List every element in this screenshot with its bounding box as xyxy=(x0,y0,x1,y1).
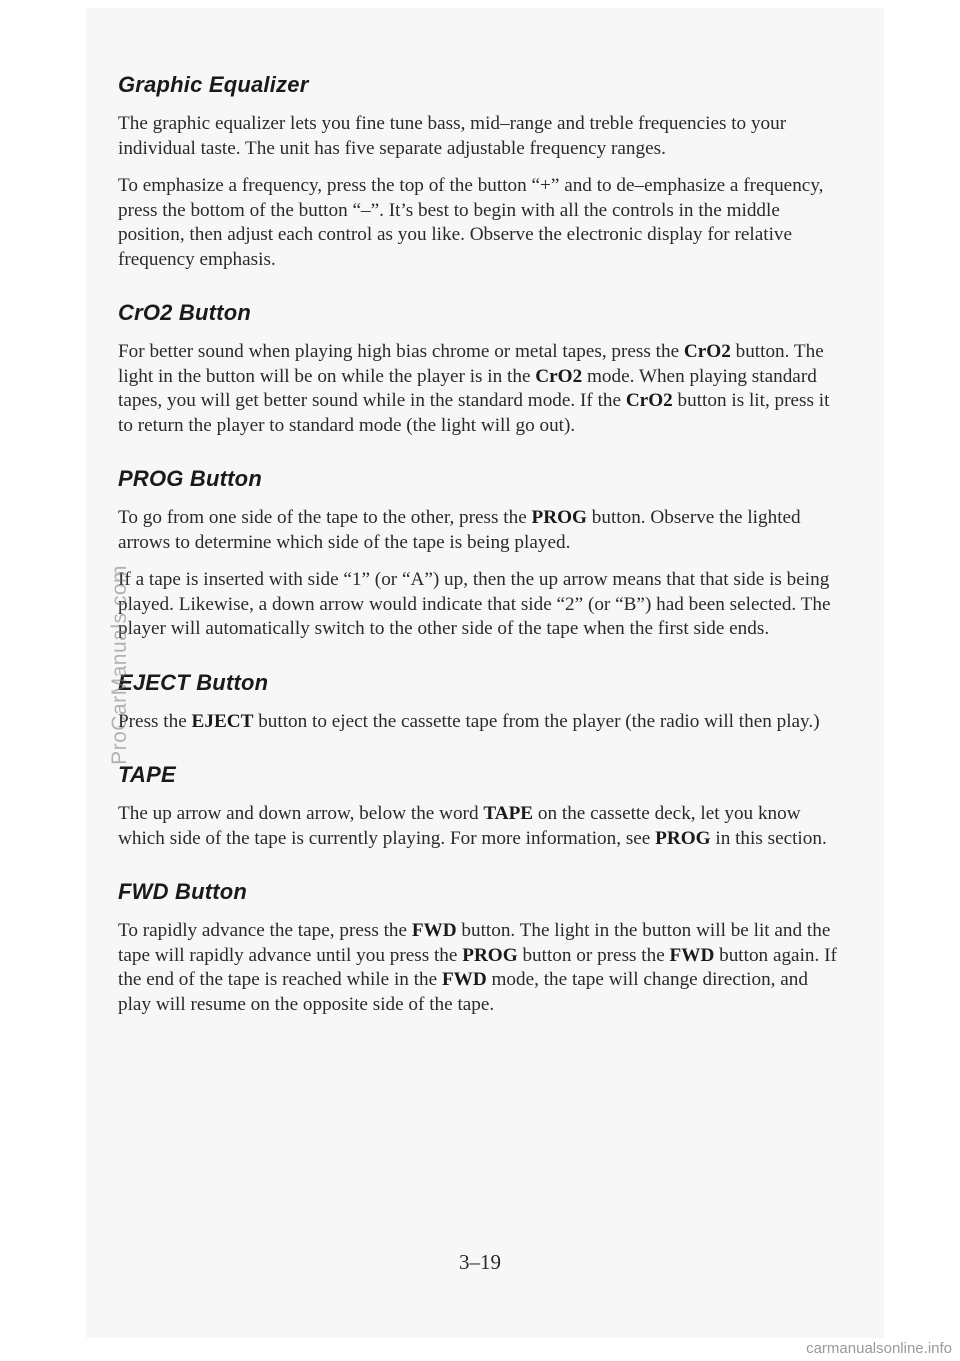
section-heading: EJECT Button xyxy=(118,669,269,695)
page-number: 3–19 xyxy=(459,1250,501,1274)
bold-term: FWD xyxy=(441,969,487,990)
bold-term: TAPE xyxy=(483,803,534,824)
paragraph: If a tape is inserted with side “1” (or “A”) up, then the up arrow means that that side is being played. Likewise, a down arrow would indicate that side “2” (or “B”) had been selected. The player will automatically switch to the other side of the tape when the first side ends. xyxy=(118,569,831,639)
paragraph: The up arrow and down arrow, below the word TAPE on the cassette deck, let you know which side of the tape is currently playing. For more information, see PROG in this section. xyxy=(118,803,827,849)
paragraph: To emphasize a frequency, press the top of the button “+” and to de–emphasize a frequency, press the bottom of the button “–”. It’s best to begin with all the controls in the middle position, then adjust each control as you like. Observe the electronic display for relative frequency emphasis. xyxy=(118,175,824,270)
bold-term: FWD xyxy=(411,920,457,941)
section-heading: FWD Button xyxy=(118,879,248,904)
side-watermark: ProCarManuals.com xyxy=(108,565,131,765)
section-fwd-button xyxy=(118,879,838,1017)
section-tape xyxy=(118,762,838,851)
bottom-watermark: carmanualsonline.info xyxy=(806,1340,952,1357)
page-content xyxy=(118,72,838,1045)
section-graphic-equalizer xyxy=(118,72,838,272)
bold-term: FWD xyxy=(669,944,715,966)
section-cro2-button xyxy=(118,300,838,438)
bold-term: PROG xyxy=(655,827,711,849)
section-heading: CrO2 Button xyxy=(118,300,251,325)
section-eject-button xyxy=(118,670,838,735)
section-prog-button xyxy=(118,466,838,642)
section-heading: PROG Button xyxy=(118,466,262,491)
paragraph: The graphic equalizer lets you fine tune bass, mid–range and treble frequencies to your individual taste. The unit has five separate adjustable frequency ranges. xyxy=(118,113,787,159)
bold-term: PROG xyxy=(531,507,587,528)
bold-term: EJECT xyxy=(191,710,254,732)
bold-term: PROG xyxy=(462,944,518,966)
bold-term: CrO2 xyxy=(535,365,583,387)
paragraph: Press the EJECT button to eject the cassette tape from the player (the radio will then play.) xyxy=(118,710,820,732)
section-heading: TAPE xyxy=(118,762,176,787)
paragraph: To go from one side of the tape to the other, press the PROG button. Observe the lighted arrows to determine which side of the tape is being played. xyxy=(118,507,801,553)
bold-term: CrO2 xyxy=(683,341,731,362)
bold-term: CrO2 xyxy=(625,390,673,411)
section-heading: Graphic Equalizer xyxy=(118,72,309,97)
paragraph: For better sound when playing high bias chrome or metal tapes, press the CrO2 button. The light in the button will be on while the player is in the CrO2 mode. When playing standard tapes, you will get better sound while in the standard mode. If the CrO2 button is lit, press it to return the player to standard mode (the light will go out). xyxy=(118,341,830,436)
paragraph: To rapidly advance the tape, press the FWD button. The light in the button will be lit and the tape will rapidly advance until you press the PROG button or press the FWD button again. If the end of the tape is reached while in the FWD mode, the tape will change direction, and play will resume on the opposite side of the tape. xyxy=(118,920,837,1015)
